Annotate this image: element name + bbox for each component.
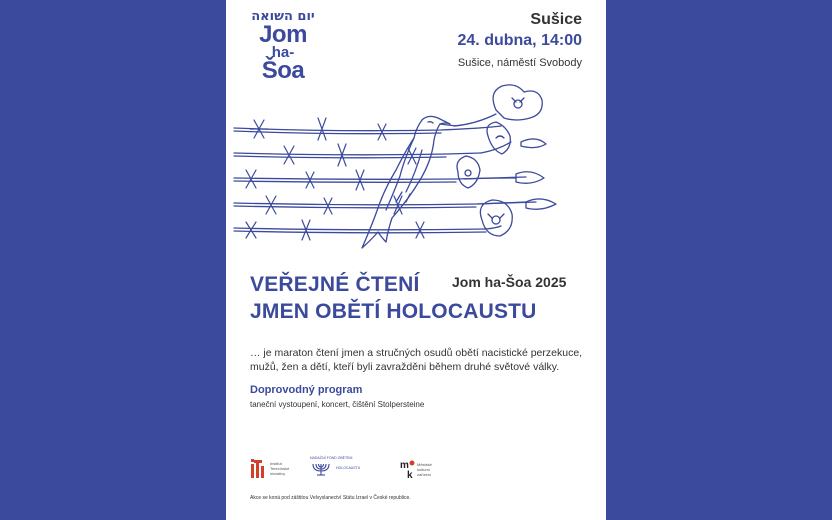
partner-nadacni-fond-logo (310, 456, 380, 482)
event-info (458, 10, 583, 72)
event-description: … je maraton čtení jmen a stručných osudů obětí nacistické perzekuce, mužů, žen a dětí, kteří byli zavražděni během druhé světové války. (250, 347, 583, 373)
partner2-line2: HOLOCAUSTU (336, 466, 361, 470)
mkz-icon (400, 458, 416, 480)
svg-text:m: m (400, 460, 409, 471)
event-city: Sušice (530, 11, 582, 28)
logo-hebrew: יום השואה (251, 9, 315, 24)
poppy-flowers (457, 85, 556, 236)
program-text: taneční vystoupení, koncert, čištění Stolpersteine (250, 400, 425, 409)
partner2-line1: NADAČNÍ FOND OBĚTEM (310, 456, 353, 460)
jom-ha-soa-logo (248, 10, 318, 82)
title-line1: VEŘEJNÉ ČTENÍ (250, 273, 420, 296)
logo-line1: Jom (259, 21, 307, 48)
event-place: Sušice, náměstí Svobody (457, 57, 582, 69)
partner1-line1: Institut (270, 461, 282, 466)
partner-mkz-logo (400, 456, 450, 482)
partner1-line2: Terezínské (270, 466, 290, 471)
menorah-icon (310, 462, 332, 476)
partner3-line1: Městské (417, 462, 432, 467)
iti-icon (250, 458, 268, 480)
dove-barbed-wire-illustration (226, 80, 606, 270)
event-date: 24. dubna, 14:00 (457, 32, 582, 49)
logo-line3: Šoa (261, 57, 305, 84)
partner1-line3: iniciativy (270, 471, 286, 476)
partner3-line3: zařízení (417, 472, 432, 477)
partner-institut-logo (250, 456, 302, 482)
partner-logos (250, 456, 450, 482)
poster (226, 0, 606, 520)
svg-text:k: k (407, 470, 413, 480)
title-line2: JMEN OBĚTÍ HOLOCAUSTU (250, 300, 537, 323)
patronage-footer: Akce se koná pod záštitou Velvyslanectví Státu Izrael v České republice. (250, 495, 411, 501)
barbed-wire (234, 118, 536, 240)
partner3-line2: kulturní (417, 467, 431, 472)
program-heading: Doprovodný program (250, 384, 363, 396)
poster-subtitle: Jom ha-Šoa 2025 (452, 274, 567, 290)
logo-line2: ha- (271, 44, 295, 61)
